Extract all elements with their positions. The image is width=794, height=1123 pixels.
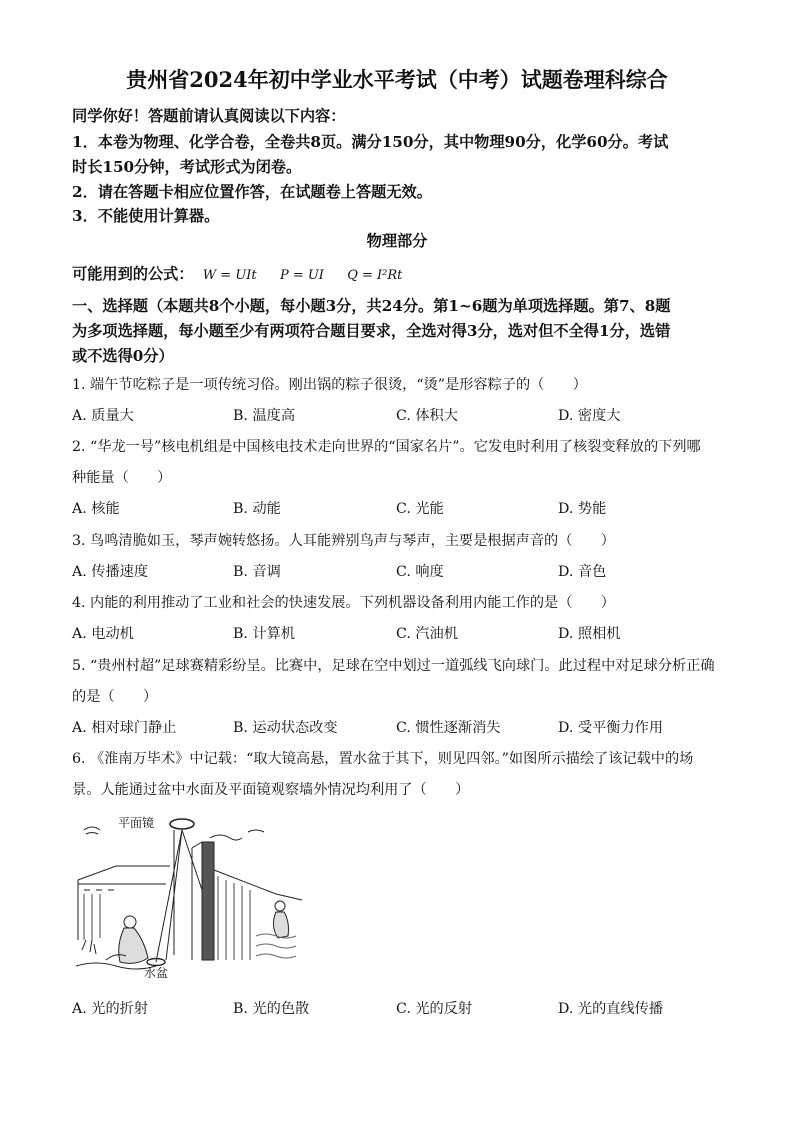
option-c: C. 响度 — [396, 564, 444, 580]
option-b: B. 计算机 — [233, 626, 296, 642]
intro-item-2: 2．请在答题卡相应位置作答，在试题卷上答题无效。 — [72, 183, 432, 201]
option-b: B. 运动状态改变 — [233, 720, 338, 736]
option-c: C. 光能 — [396, 501, 444, 517]
option-d: D. 受平衡力作用 — [558, 720, 664, 736]
question-5: 5. “贵州村超”足球赛精彩纷呈。比赛中，足球在空中划过一道弧线飞向球门。此过程中对足球分析正确 — [72, 658, 715, 674]
part1-heading: 一、选择题（本题共8个小题，每小题3分，共24分。第1~6题为单项选择题。第7、8题 — [72, 297, 671, 315]
intro-item-3: 3．不能使用计算器。 — [72, 207, 220, 225]
intro-item-1-cont: 时长150分钟，考试形式为闭卷。 — [72, 158, 302, 176]
part1-heading-end: 或不选得0分） — [72, 347, 174, 365]
option-c: C. 汽油机 — [396, 626, 458, 642]
mirror-label: 平面镜 — [118, 816, 155, 830]
option-d: D. 势能 — [558, 501, 607, 517]
option-d: D. 音色 — [558, 564, 607, 580]
option-b: B. 温度高 — [233, 408, 296, 424]
intro-greeting: 同学你好！答题前请认真阅读以下内容： — [72, 107, 346, 125]
page-title: 贵州省2024年初中学业水平考试（中考）试题卷理科综合 — [126, 67, 668, 92]
question-4: 4. 内能的利用推动了工业和社会的快速发展。下列机器设备利用内能工作的是（ ） — [72, 595, 615, 611]
option-c: C. 体积大 — [396, 408, 458, 424]
option-b: B. 动能 — [233, 501, 281, 517]
option-d: D. 照相机 — [558, 626, 621, 642]
question-6: 6. 《淮南万毕术》中记载：“取大镜高悬，置水盆于其下，则见四邻。”如图所示描绘了该记载中的场 — [72, 751, 694, 767]
formula-work: W = UIt — [202, 268, 257, 283]
option-c: C. 光的反射 — [396, 1001, 473, 1017]
option-a: A. 质量大 — [72, 408, 134, 424]
option-a: A. 相对球门静止 — [72, 720, 177, 736]
option-a: A. 传播速度 — [72, 564, 149, 580]
mirror-basin-illustration — [70, 810, 310, 980]
section-title: 物理部分 — [366, 232, 428, 250]
formula-row — [72, 263, 732, 284]
question-2-cont: 种能量（ ） — [72, 470, 172, 486]
option-b: B. 光的色散 — [233, 1001, 310, 1017]
question-5-cont: 的是（ ） — [72, 689, 158, 705]
basin-label: 水盆 — [144, 966, 169, 980]
question-6-cont: 景。人能通过盆中水面及平面镜观察墙外情况均利用了（ ） — [72, 782, 470, 798]
option-d: D. 密度大 — [558, 408, 621, 424]
option-a: A. 电动机 — [72, 626, 134, 642]
question-1: 1. 端午节吃粽子是一项传统习俗。刚出锅的粽子很烫，“烫”是形容粽子的（ ） — [72, 377, 587, 393]
option-a: A. 光的折射 — [72, 1001, 149, 1017]
formula-power: P = UI — [279, 268, 324, 283]
option-b: B. 音调 — [233, 564, 281, 580]
option-c: C. 惯性逐渐消失 — [396, 720, 501, 736]
formula-heat: Q = I²Rt — [347, 268, 403, 283]
intro-item-1: 1．本卷为物理、化学合卷，全卷共8页。满分150分，其中物理90分，化学60分。考试 — [72, 133, 669, 151]
part1-heading-cont: 为多项选择题，每小题至少有两项符合题目要求，全选对得3分，选对但不全得1分，选错 — [72, 322, 671, 340]
question-2: 2. “华龙一号”核电机组是中国核电技术走向世界的“国家名片”。它发电时利用了核裂变释放的下列哪 — [72, 439, 701, 455]
question-3: 3. 鸟鸣清脆如玉，琴声婉转悠扬。人耳能辨别鸟声与琴声，主要是根据声音的（ ） — [72, 533, 615, 549]
option-a: A. 核能 — [72, 501, 120, 517]
option-d: D. 光的直线传播 — [558, 1001, 664, 1017]
formula-label: 可能用到的公式： — [72, 265, 194, 283]
